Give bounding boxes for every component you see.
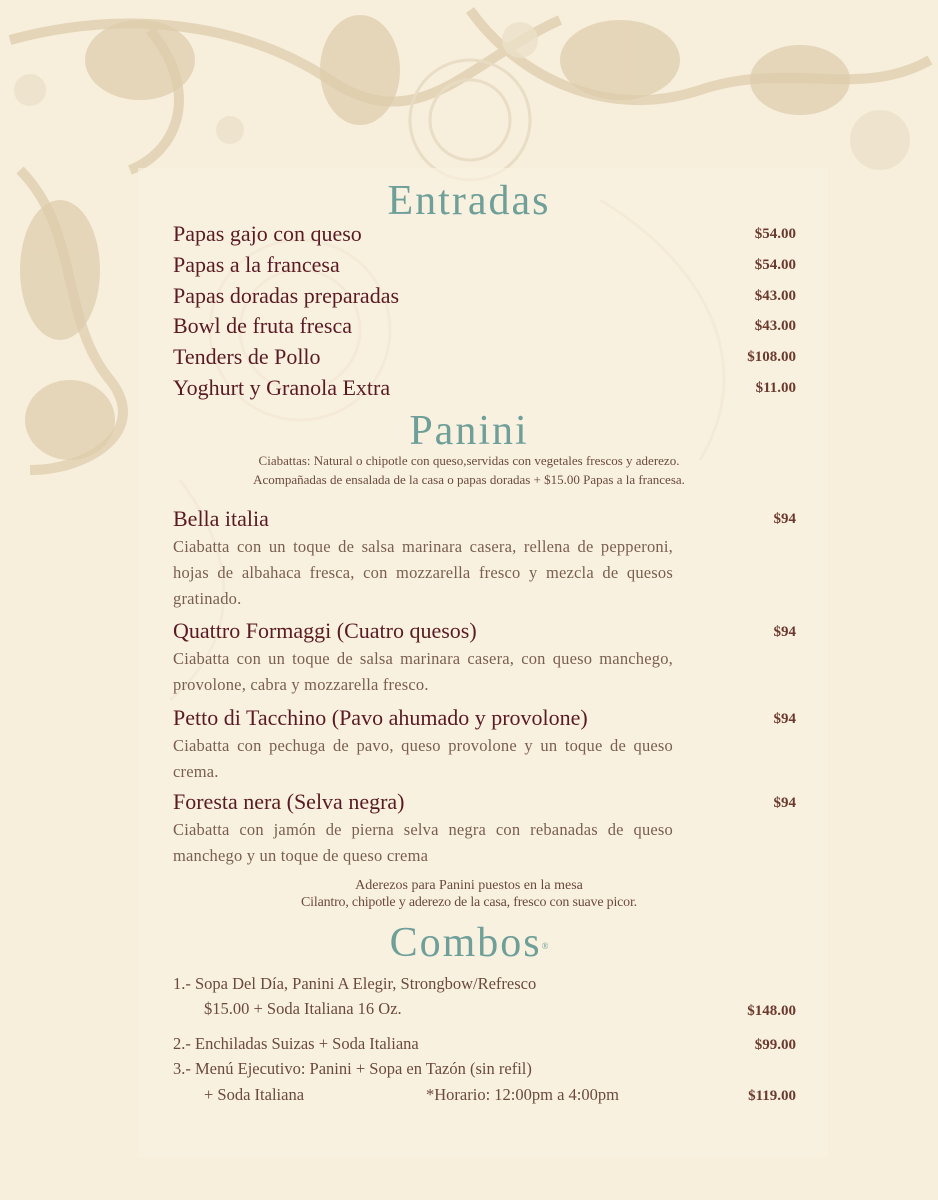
- menu-item-description: Ciabatta con un toque de salsa marinara casera, rellena de pepperoni, hojas de albahaca fresca, con mozzarella fresco y mezcla de quesos gratinado.: [173, 537, 673, 608]
- panini-footer-1: Aderezos para Panini puestos en la mesa: [355, 878, 583, 893]
- menu-item-name: Yoghurt y Granola Extra: [173, 375, 391, 400]
- menu-item-name: Petto di Tacchino (Pavo ahumado y provolone): [173, 705, 588, 730]
- combo-price: $99.00: [754, 1037, 796, 1053]
- menu-item-name: Foresta nera (Selva negra): [173, 789, 405, 814]
- combo-line: 1.- Sopa Del Día, Panini A Elegir, Strongbow/Refresco: [173, 974, 537, 993]
- menu-item-price: $54.00: [754, 257, 796, 273]
- combos-heading: [0, 922, 938, 964]
- combos-title: Combos: [389, 920, 542, 966]
- registered-mark: ®: [541, 940, 549, 951]
- entradas-heading: Entradas: [387, 178, 551, 224]
- combo-line: $15.00 + Soda Italiana 16 Oz.: [204, 999, 402, 1018]
- menu-item-name: Papas a la francesa: [173, 252, 340, 277]
- menu-item-price: $54.00: [754, 226, 796, 242]
- panini-footer-2: Cilantro, chipotle y aderezo de la casa, fresco con suave picor.: [301, 895, 637, 910]
- combo-price: $148.00: [747, 1003, 796, 1019]
- combo-price: $119.00: [748, 1088, 796, 1104]
- menu-item-price: $11.00: [755, 380, 796, 396]
- menu-item-description: Ciabatta con pechuga de pavo, queso provolone y un toque de queso crema.: [173, 736, 673, 781]
- menu-item-price: $43.00: [754, 318, 796, 334]
- menu-item-price: $94: [773, 711, 796, 727]
- menu-item-price: $94: [773, 624, 796, 640]
- menu-item-description: Ciabatta con jamón de pierna selva negra con rebanadas de queso manchego y un toque de queso crema: [173, 820, 673, 865]
- panini-note-1: Ciabattas: Natural o chipotle con queso,servidas con vegetales frescos y aderezo.: [258, 453, 680, 468]
- combo-line: 2.- Enchiladas Suizas + Soda Italiana: [173, 1034, 419, 1053]
- menu-item-name: Papas doradas preparadas: [173, 283, 400, 308]
- menu-item-description: Ciabatta con un toque de salsa marinara casera, con queso manchego, provolone, cabra y mozzarella fresco.: [173, 649, 673, 694]
- menu-item-price: $94: [773, 795, 796, 811]
- menu-item-name: Quattro Formaggi (Cuatro quesos): [173, 618, 477, 643]
- combo-line: 3.- Menú Ejecutivo: Panini + Sopa en Tazón (sin refil): [173, 1059, 532, 1078]
- menu-item-name: Tenders de Pollo: [173, 344, 321, 369]
- combo-line: *Horario: 12:00pm a 4:00pm: [426, 1085, 619, 1104]
- menu-item-price: $94: [773, 511, 796, 527]
- panini-note-2: Acompañadas de ensalada de la casa o papas doradas + $15.00 Papas a la francesa.: [253, 472, 685, 487]
- menu-item-name: Bella italia: [173, 506, 269, 531]
- combo-line: + Soda Italiana: [204, 1085, 305, 1104]
- menu-item-price: $108.00: [747, 349, 796, 365]
- menu-item-price: $43.00: [754, 288, 796, 304]
- panini-heading: Panini: [409, 408, 529, 454]
- menu-item-name: Papas gajo con queso: [173, 221, 362, 246]
- menu-item-name: Bowl de fruta fresca: [173, 313, 352, 338]
